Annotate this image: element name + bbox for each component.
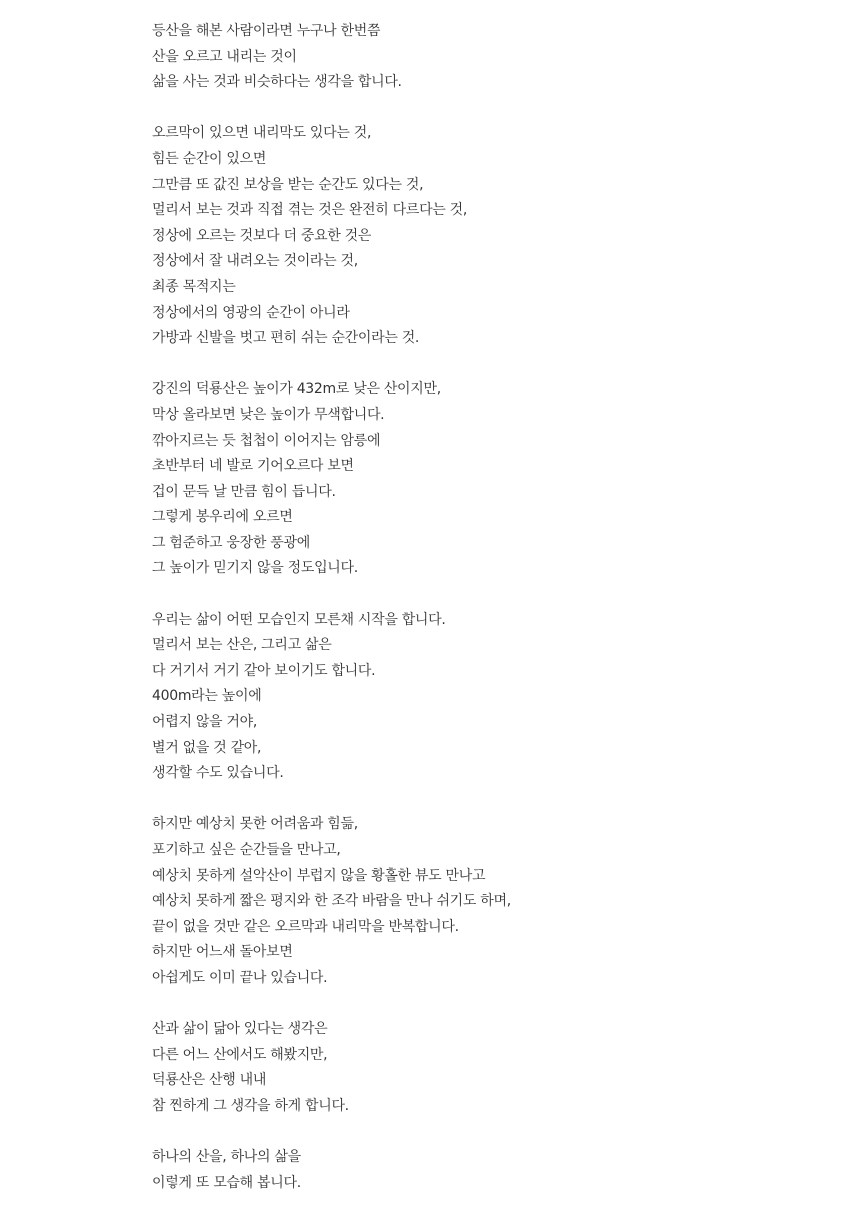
poem-line: 우리는 삶이 어떤 모습인지 모른채 시작을 합니다. <box>152 611 446 628</box>
stanza <box>152 1017 832 1119</box>
poem-line: 그렇게 봉우리에 오르면 <box>152 509 293 526</box>
poem-line: 최종 목적지는 <box>152 278 236 295</box>
poem-line: 하지만 예상치 못한 어려움과 힘듦, <box>152 816 358 833</box>
poem-line: 별거 없을 것 같아, <box>152 739 262 756</box>
poem-line: 덕룡산은 산행 내내 <box>152 1072 267 1089</box>
poem-body <box>152 19 832 1196</box>
poem-line: 예상치 못하게 짧은 평지와 한 조각 바람을 만나 쉬기도 하며, <box>152 893 511 910</box>
poem-line: 그 높이가 믿기지 않을 정도입니다. <box>152 560 358 577</box>
poem-line: 예상치 못하게 설악산이 부럽지 않을 황홀한 뷰도 만나고 <box>152 867 486 884</box>
poem-line: 400m라는 높이에 <box>152 688 262 705</box>
poem-line: 막상 올라보면 낮은 높이가 무색합니다. <box>152 406 385 423</box>
poem-line: 삶을 사는 것과 비슷하다는 생각을 합니다. <box>152 74 402 91</box>
poem-line: 이렇게 또 모습해 봅니다. <box>152 1174 301 1191</box>
stanza <box>152 19 832 96</box>
poem-line: 힘든 순간이 있으면 <box>152 150 267 167</box>
stanza <box>152 1145 832 1196</box>
poem-line: 아쉽게도 이미 끝나 있습니다. <box>152 969 328 986</box>
poem-line: 정상에서의 영광의 순간이 아니라 <box>152 304 350 321</box>
poem-line: 산과 삶이 닮아 있다는 생각은 <box>152 1021 328 1038</box>
poem-line: 생각할 수도 있습니다. <box>152 765 284 782</box>
poem-line: 겁이 문득 날 만큼 힘이 듭니다. <box>152 483 336 500</box>
stanza <box>152 608 832 787</box>
poem-line: 그 험준하고 웅장한 풍광에 <box>152 534 310 551</box>
poem-line: 멀리서 보는 산은, 그리고 삶은 <box>152 637 332 654</box>
poem-line: 참 찐하게 그 생각을 하게 합니다. <box>152 1097 349 1114</box>
stanza <box>152 121 832 351</box>
poem-line: 산을 오르고 내리는 것이 <box>152 48 297 65</box>
poem-line: 하나의 산을, 하나의 삶을 <box>152 1149 301 1166</box>
stanza <box>152 377 832 582</box>
poem-line: 멀리서 보는 것과 직접 겪는 것은 완전히 다르다는 것, <box>152 202 468 219</box>
poem-line: 그만큼 또 값진 보상을 받는 순간도 있다는 것, <box>152 176 424 193</box>
poem-line: 강진의 덕룡산은 높이가 432m로 낮은 산이지만, <box>152 381 441 398</box>
poem-line: 어렵지 않을 거야, <box>152 714 258 731</box>
poem-line: 초반부터 네 발로 기어오르다 보면 <box>152 458 354 475</box>
poem-line: 다 거기서 거기 같아 보이기도 합니다. <box>152 662 376 679</box>
poem-line: 정상에서 잘 내려오는 것이라는 것, <box>152 253 358 270</box>
poem-line: 가방과 신발을 벗고 편히 쉬는 순간이라는 것. <box>152 330 420 347</box>
poem-line: 정상에 오르는 것보다 더 중요한 것은 <box>152 227 372 244</box>
poem-line: 등산을 해본 사람이라면 누구나 한번쯤 <box>152 23 381 39</box>
poem-line: 포기하고 싶은 순간들을 만나고, <box>152 842 341 858</box>
poem-line: 하지만 어느새 돌아보면 <box>152 944 293 961</box>
poem-line: 다른 어느 산에서도 해봤지만, <box>152 1046 328 1063</box>
poem-line: 끝이 없을 것만 같은 오르막과 내리막을 반복합니다. <box>152 918 459 935</box>
poem-line: 오르막이 있으면 내리막도 있다는 것, <box>152 125 372 142</box>
poem-line: 깎아지르는 듯 첩첩이 이어지는 암릉에 <box>152 432 381 449</box>
stanza <box>152 812 832 991</box>
